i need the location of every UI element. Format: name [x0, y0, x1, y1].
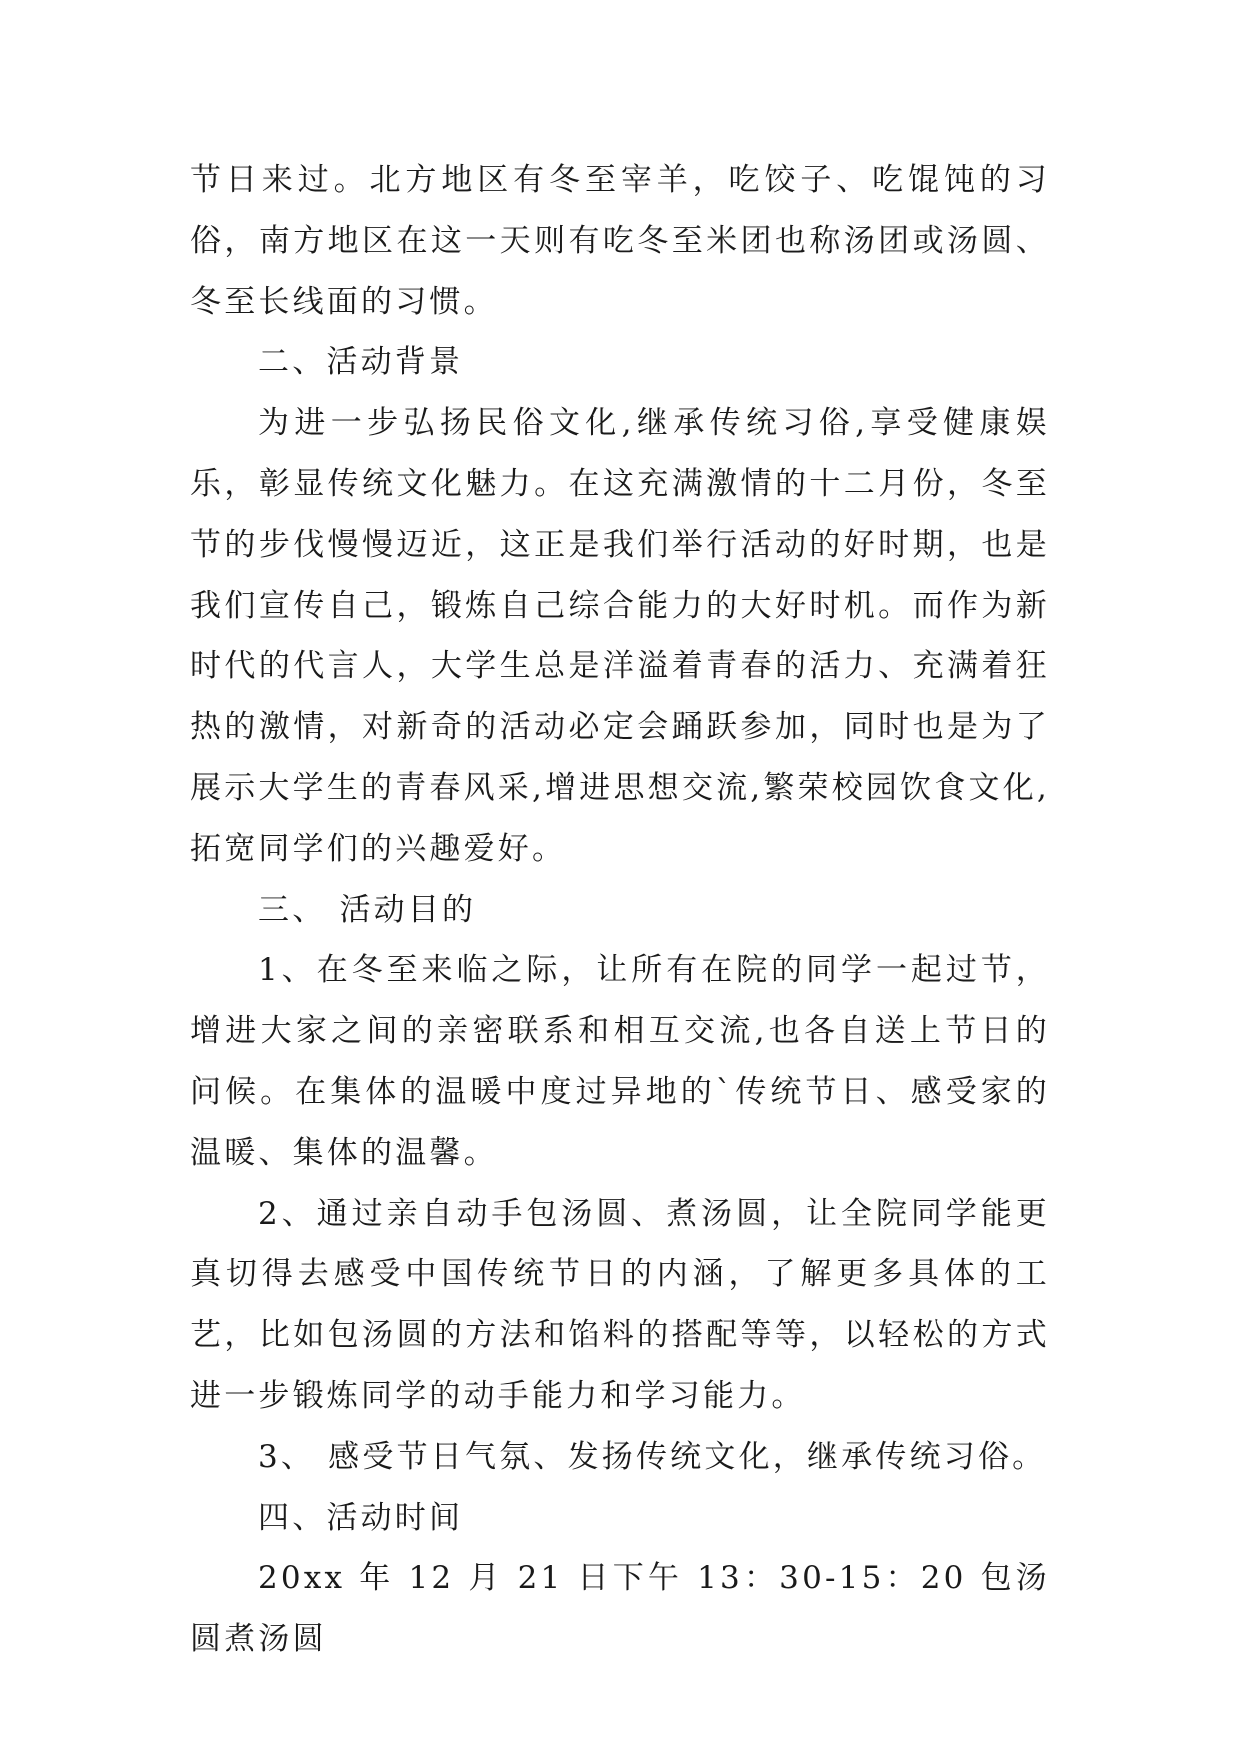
document-page — [190, 150, 1050, 1670]
heading-activity-time: 四、活动时间 — [258, 1499, 464, 1536]
heading-activity-background: 二、活动背景 — [258, 344, 464, 381]
paragraph-goal-2: 2、通过亲自动手包汤圆、煮汤圆，让全院同学能更真切得去感受中国传统节日的内涵，了解更多具体的工艺，比如包汤圆的方法和馅料的搭配等等，以轻松的方式进一步锻炼同学的动手能力和学习能力。 — [190, 1195, 1050, 1414]
paragraph-goal-3: 3、 感受节日气氛、发扬传统文化，继承传统习俗。 — [258, 1438, 1047, 1475]
paragraph-goal-1: 1、在冬至来临之际，让所有在院的同学一起过节，增进大家之间的亲密联系和相互交流,也各自送上节日的问候。在集体的温暖中度过异地的`传统节日、感受家的温暖、集体的温馨。 — [190, 952, 1050, 1171]
paragraph-background: 为进一步弘扬民俗文化,继承传统习俗,享受健康娱乐，彰显传统文化魅力。在这充满激情的十二月份，冬至节的步伐慢慢迈近，这正是我们举行活动的好时期，也是我们宣传自己，锻炼自己综合能力的大好时机。而作为新时代的代言人，大学生总是洋溢着青春的活力、充满着狂热的激情，对新奇的活动必定会踊跃参加，同时也是为了展示大学生的青春风采,增进思想交流,繁荣校园饮食文化,拓宽同学们的兴趣爱好。 — [190, 405, 1050, 867]
paragraph-intro: 节日来过。北方地区有冬至宰羊，吃饺子、吃馄饨的习俗，南方地区在这一天则有吃冬至米团也称汤团或汤圆、冬至长线面的习惯。 — [190, 162, 1050, 320]
paragraph-time: 20xx 年 12 月 21 日下午 13：30-15：20 包汤圆煮汤圆 — [190, 1560, 1050, 1658]
heading-activity-purpose: 三、 活动目的 — [258, 891, 477, 928]
